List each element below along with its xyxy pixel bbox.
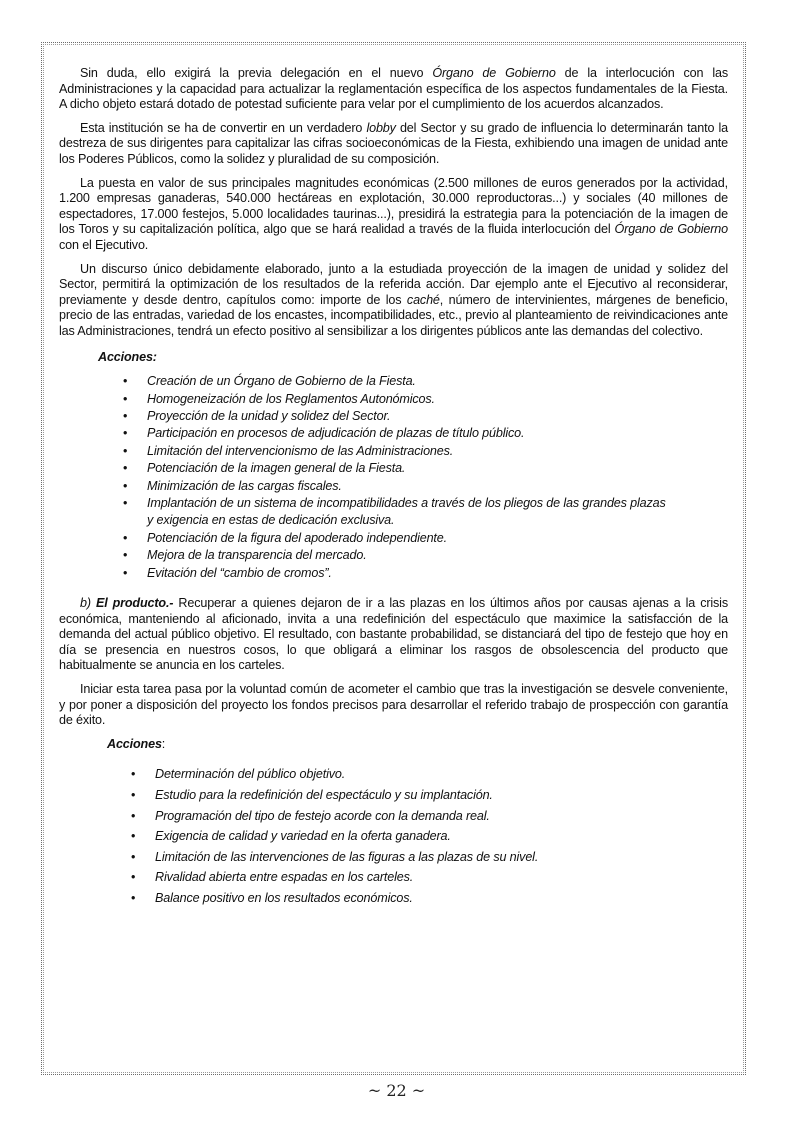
list-item-text: Limitación del intervencionismo de las Administraciones. [147,443,454,458]
page-number: ~ 22 ~ [367,1081,426,1100]
bullet-icon: • [123,408,128,423]
bullet-icon: • [123,548,128,563]
bullet-icon: • [131,808,136,823]
list-item [123,547,728,564]
text-span: La puesta en valor de sus principales magnitudes económicas (2.500 millones de euros generados por la actividad, 1.200 empresas ganaderas, 540.000 hectáreas en explotación, 30.000 reproductoras...) y sociales (40 millones de espectadores, 17.000 festejos, 5.000 localidades taurinas...), presidirá la estrategia para la potenciación de la imagen de los Toros y su capitalización política, algo que se hará realidad a través de la fluida interlocución del [59,175,728,237]
bullet-icon: • [123,391,128,406]
section-letter: b) [80,595,96,610]
bullet-icon: • [131,767,136,782]
list-item-text: Minimización de las cargas fiscales. [147,478,342,493]
paragraph-magnitudes [59,176,728,254]
paragraph-el-producto [59,596,728,674]
heading-colon: : [161,736,166,751]
bullet-icon: • [123,426,128,441]
bullet-icon: • [131,870,136,885]
list-item-text: Exigencia de calidad y variedad en la oferta ganadera. [155,829,451,844]
bullet-icon: • [131,787,136,802]
paragraph-lobby [59,121,728,168]
list-item [123,565,728,582]
list-item [123,408,728,425]
section-title: El producto.- [95,595,174,610]
acciones-list-2 [59,764,728,908]
list-item [131,806,728,827]
page-body [59,66,728,908]
list-item [131,785,728,806]
text-span: , número de intervinientes, márgenes de beneficio, precio de las entradas, variedad de los encastes, incompatibilidades, etc., previo al planteamiento de reivindicaciones ante las Administraciones, tendrá un efecto positivo al sensibilizar a los dirigentes públicos ante las demandas del colectivo. [59,292,729,338]
list-item [123,530,728,547]
list-item-text: Proyección de la unidad y solidez del Sector. [147,408,391,423]
list-item-text: Determinación del público objetivo. [155,767,346,782]
bullet-icon: • [131,829,136,844]
italic-term: lobby [366,120,396,135]
list-item-text: Programación del tipo de festejo acorde con la demanda real. [155,808,490,823]
list-item [123,460,728,477]
list-item-text: Balance positivo en los resultados económicos. [155,890,413,905]
bullet-icon: • [123,478,128,493]
italic-term: Órgano de Gobierno [614,222,729,237]
text-span: Iniciar esta tarea pasa por la voluntad común de acometer el cambio que tras la investigación se desvele conveniente, y por poner a disposición del proyecto los fondos precisos para desarrollar el referido trabajo de prospección con garantía de éxito. [59,681,728,728]
paragraph-organo-gobierno [59,66,728,113]
heading-text: Acciones [107,736,162,751]
list-item [123,478,728,495]
list-item [131,867,728,888]
text-span: Un discurso único debidamente elaborado, junto a la estudiada proyección de la imagen de unidad y solidez del Sector, permitirá la optimización de los resultados de la referida acción. Dar ejemplo ante el Ejecutivo al reconsiderar, previamente y desde dentro, capítulos como: importe de los [59,261,728,307]
list-item-text: Estudio para la redefinición del espectáculo y su implantación. [155,787,493,802]
list-item-text: Limitación de las intervenciones de las figuras a las plazas de su nivel. [155,849,539,864]
bullet-icon: • [123,530,128,545]
bullet-icon: • [123,461,128,476]
acciones-heading-2 [107,737,728,753]
list-item [123,495,728,530]
list-item [123,425,728,442]
list-item-text: Participación en procesos de adjudicación de plazas de título público. [147,426,525,441]
list-item [131,888,728,909]
acciones-heading: Acciones: [98,349,157,364]
text-span: Esta institución se ha de convertir en un verdadero [80,120,367,135]
italic-term: Órgano de Gobierno [432,66,556,80]
list-item [131,826,728,847]
list-item-text: Potenciación de la imagen general de la Fiesta. [147,461,406,476]
list-item-text: Potenciación de la figura del apoderado independiente. [147,530,447,545]
list-item-text: Mejora de la transparencia del mercado. [147,548,367,563]
text-span: con el Ejecutivo. [59,237,149,252]
italic-term: caché [406,292,440,307]
list-item-text: Homogeneización de los Reglamentos Autonómicos. [147,391,435,406]
acciones-list [59,373,728,582]
list-item [123,373,728,390]
text-span: del Sector y su grado de influencia lo determinarán tanto la destreza de sus dirigentes para capitalizar las cifras socioeconómicas de la Fiesta, exhibiendo una imagen de unidad ante los Poderes Públicos, como la solidez y pluralidad de su composición. [59,120,728,166]
text-span: de la interlocución con las Administraciones y la capacidad para actualizar la reglamentación específica de los aspectos fundamentales de la Fiesta. A dicho objeto estará dotado de potestad suficiente para velar por el cumplimiento de los acuerdos alcanzados. [59,66,728,112]
bullet-icon: • [131,849,136,864]
text-span: Recuperar a quienes dejaron de ir a las plazas en los últimos años por causas ajenas a la crisis económica, manteniendo al aficionado, invita a una redefinición del espectáculo que maximice la satisfacción de la demanda del actual público objetivo. El resultado, con bastante probabilidad, se distanciará del tipo de festejo que hoy en día se presencia en nuestros cosos, lo que obligará a eliminar los rasgos de obsolescencia del producto que habitualmente se anuncia en los carteles. [59,595,728,673]
list-item-text: Evitación del “cambio de cromos”. [147,565,332,580]
bullet-icon: • [123,565,128,580]
list-item [131,847,728,868]
list-item [123,391,728,408]
paragraph-iniciar-tarea [59,682,728,729]
bullet-icon: • [123,495,128,510]
text-span: Sin duda, ello exigirá la previa delegación en el nuevo [80,66,433,80]
paragraph-discurso [59,262,728,340]
list-item-text: Creación de un Órgano de Gobierno de la Fiesta. [147,374,416,389]
list-item [123,443,728,460]
bullet-icon: • [131,890,136,905]
bullet-icon: • [123,443,128,458]
list-item [131,764,728,785]
bullet-icon: • [123,374,128,389]
list-item-text: Rivalidad abierta entre espadas en los carteles. [155,870,414,885]
list-item-text: Implantación de un sistema de incompatibilidades a través de los pliegos de las grandes plazas y exigencia en estas de dedicación exclusiva. [147,495,666,528]
